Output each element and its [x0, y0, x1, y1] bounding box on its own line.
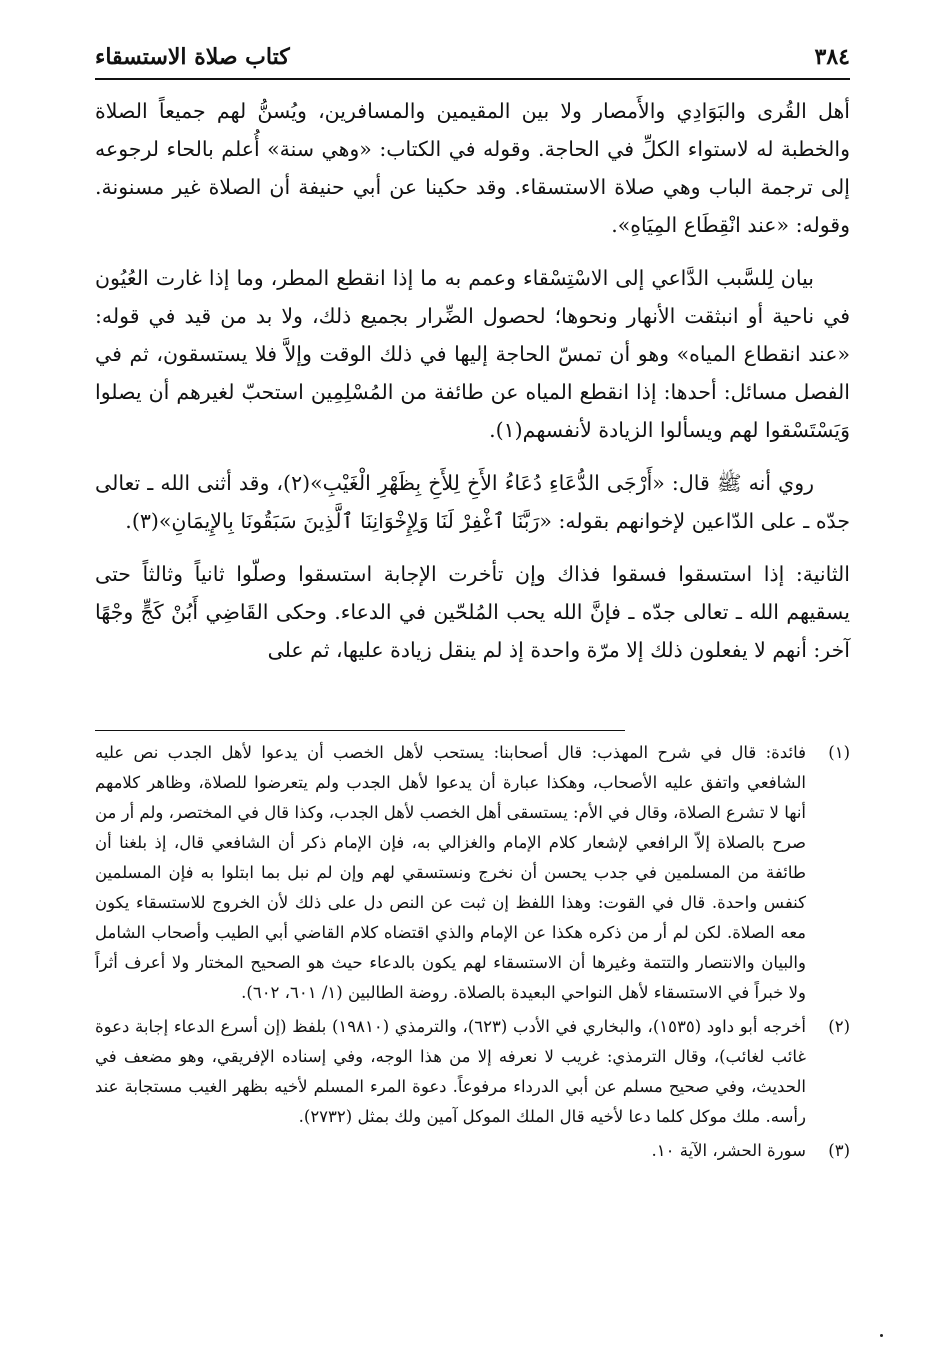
paragraph: روي أنه ﷺ قال: «أَرْجَى الدُّعَاءِ دُعَاءُ الأَخِ لِلأَخِ بِظَهْرِ الْغَيْبِ»(٢)، وقد أثنى الله ـ تعالى جدّه ـ على الدّاعين لإخوانهم بقوله: «رَبَّنَا ٱغْفِرْ لَنَا وَلِإِخْوَانِنَا ٱلَّذِينَ سَبَقُونَا بِالإِيمَانِ»(٣).: [95, 471, 850, 533]
footnote-separator: [95, 730, 625, 731]
paragraph: أهل القُرى والبَوَادِي والأَمصار ولا بين المقيمين والمسافرين، ويُسنُّ لهم جميعاً الصلاة والخطبة له لاستواء الكلِّ في الحاجة. وقوله في الكتاب: «وهي سنة» أُعلم بالحاء لرجوعه إلى ترجمة الباب وهي صلاة الاستسقاء. وقد حكينا عن أبي حنيفة أن الصلاة غير مسنونة. وقوله: «عند انْقِطَاع المِيَاهِ».: [95, 99, 850, 237]
page-number: ٣٨٤: [814, 44, 850, 70]
scan-speck: [880, 1334, 883, 1337]
footnote-text: سورة الحشر، الآية ١٠.: [651, 1141, 806, 1160]
header-rule: [95, 78, 850, 80]
paragraph: الثانية: إذا استسقوا فسقوا فذاك وإن تأخرت الإجابة استسقوا وصلّوا ثانياً وثالثاً حتى يسقيهم الله ـ تعالى جدّه ـ فإنَّ الله يحب المُلحّين في الدعاء. وحكى القَاضِي أَبُنْ كَجٍّ وجْهًا آخر: أنهم لا يفعلون ذلك إلا مرّة واحدة إذ لم ينقل زيادة عليها، ثم على: [95, 562, 850, 662]
footnote-number: (٢): [828, 1017, 850, 1036]
main-text: [95, 92, 850, 684]
footnote: [95, 1136, 850, 1166]
footnote-text: أخرجه أبو داود (١٥٣٥)، والبخاري في الأدب (٦٢٣)، والترمذي (١٩٨١٠) بلفظ (إن أسرع الدعاء إجابة دعوة غائب لغائب)، وقال الترمذي: غريب لا نعرفه إلا من هذا الوجه، وفي إسناده الإفريقي، وهو مضعف في الحديث، وفي صحيح مسلم عن أبي الدرداء مرفوعاً. دعوة المرء المسلم لأخيه بظهر الغيب مستجابة عند رأسه. ملك موكل كلما دعا لأخيه قال الملك الموكل آمين ولك بمثل (٢٧٣٢).: [95, 1017, 807, 1126]
footnote: [95, 738, 850, 1008]
footnotes: [95, 738, 850, 1170]
footnote-number: (١): [828, 743, 850, 762]
paragraph: بيان لِلسَّبب الدَّاعي إلى الاسْتِسْقاء وعمم به ما إذا انقطع المطر، وما إذا غارت العُيُون في ناحية أو انبثقت الأنهار ونحوها؛ لحصول الضِّرار بجميع ذلك، ولا بد من قيد في قوله: «عند انقطاع المياه» وهو أن تمسّ الحاجة إليها في ذلك الوقت وإلاَّ فلا يستسقون، ثم في الفصل مسائل: أحدها: إذا انقطع المياه عن طائفة من المُسْلِمِين استحبّ لغيرهم أن يصلوا وَيَسْتَسْقوا لهم ويسألوا الزيادة لأنفسهم(١).: [95, 266, 850, 442]
footnote: [95, 1012, 850, 1132]
footnote-number: (٣): [828, 1141, 850, 1160]
running-title: كتاب صلاة الاستسقاء: [95, 44, 290, 70]
footnote-text: فائدة: قال في شرح المهذب: قال أصحابنا: يستحب لأهل الخصب أن يدعوا لأهل الجدب نص عليه الشافعي واتفق عليه الأصحاب، وهكذا عبارة أن يدعوا لأهل الجدب ولم يتعرضوا للصلاة، وظاهر كلامهم أنها لا تشرع الصلاة، وقال في الأم: يستسقى أهل الخصب لأهل الجدب، وكذا قال في المختصر، ولم أر من صرح بالصلاة إلاّ الرافعي لإشعار كلام الإمام والغزالي به، فإن الإمام ذكر أن الشافعي قال، إذ بلغنا أن طائفة من المسلمين في جدب يحسن أن نخرج ونستسقي لهم وإن لم نبل بما ابتلوا به فإن المسلمين كنفس واحدة. قال في القوت: وهذا اللفظ إن ثبت عن النص دل على ذلك لأن الخروج للاستسقاء يكون معه الصلاة. لكن لم أر من ذكره هكذا عن الإمام والذي اقتضاه كلام القاضي أبي الطيب وأصحاب الشامل والبيان والانتصار والتتمة وغيرها أن الاستسقاء لهم يكون بالدعاء حيث هو الصحيح المختار ولا أعرف أثراً ولا خبراً في الاستسقاء لأهل النواحي البعيدة بالصلاة. روضة الطالبين (١/ ٦٠١، ٦٠٢).: [94, 743, 806, 1002]
page-header: [95, 26, 850, 70]
